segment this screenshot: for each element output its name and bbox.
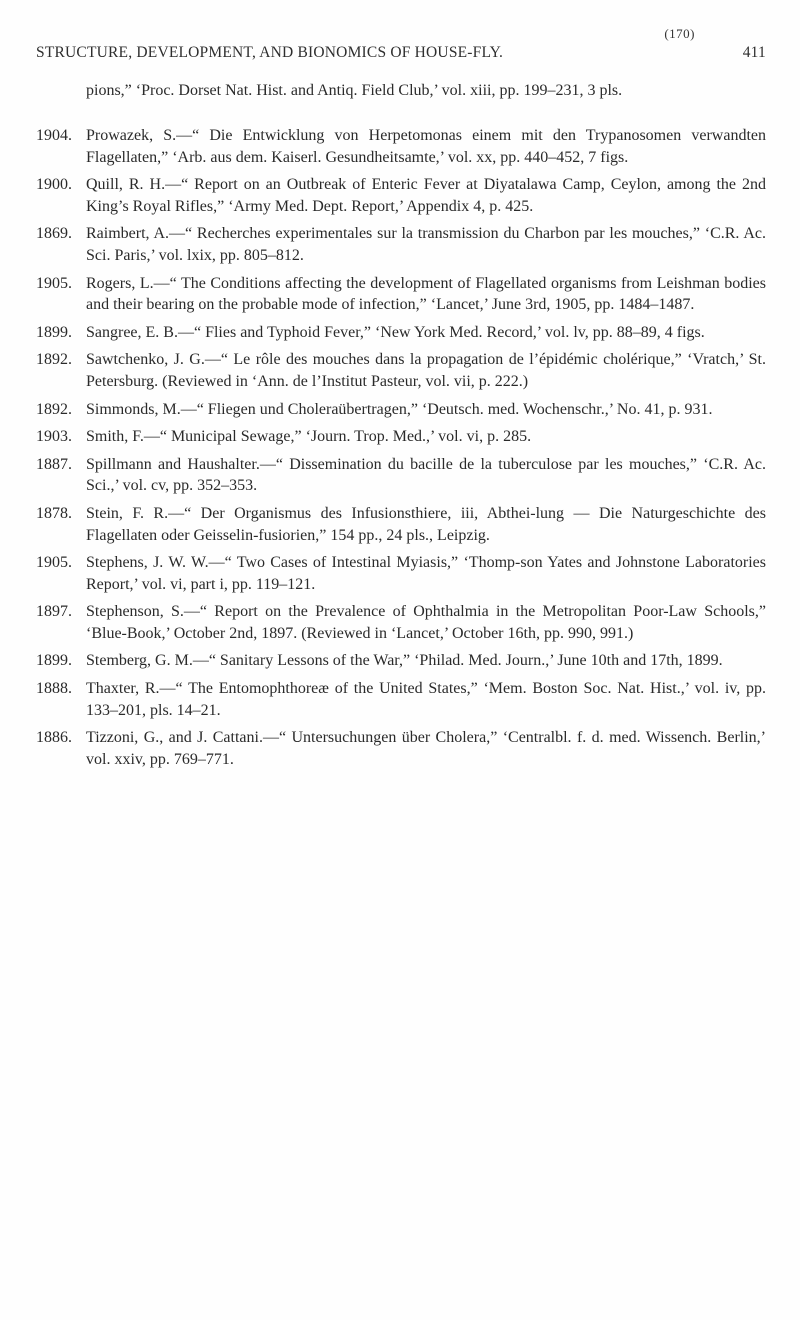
running-title: STRUCTURE, DEVELOPMENT, AND BIONOMICS OF HOUSE-FLY. (36, 44, 504, 61)
reference-year: 1897. (36, 603, 72, 621)
reference-text: Simmonds, M.—“ Fliegen und Choleraübertragen,” ‘Deutsch. med. Wochenschr.,’ No. 41, p. 931. (86, 400, 713, 418)
reference-year: 1892. (36, 351, 72, 369)
reference-text: Stein, F. R.—“ Der Organismus des Infusionsthiere, iii, Abthei-lung — Die Naturgeschichte des Flagellaten oder Geisselin-fusiorien,” 154 pp., 24 pls., Leipzig. (86, 504, 766, 544)
reference-year: 1899. (36, 323, 72, 341)
reference-text: Tizzoni, G., and J. Cattani.—“ Untersuchungen über Cholera,” ‘Centralbl. f. d. med. Wissench. Berlin,’ vol. xxiv, pp. 769–771. (86, 729, 766, 768)
reference-entry (36, 650, 766, 672)
reference-year: 1887. (36, 455, 72, 473)
reference-entry (36, 349, 766, 392)
reference-year: 1878. (36, 504, 72, 522)
reference-text: Sawtchenko, J. G.—“ Le rôle des mouches dans la propagation de l’épidémic cholérique,” ‘Vratch,’ St. Petersburg. (Reviewed in ‘Ann. de l’Institut Pasteur, vol. vii, p. 222.) (86, 351, 766, 390)
reference-text: Stemberg, G. M.—“ Sanitary Lessons of the War,” ‘Philad. Med. Journ.,’ June 10th and 17th, 1899. (86, 652, 723, 670)
reference-text: Quill, R. H.—“ Report on an Outbreak of Enteric Fever at Diyatalawa Camp, Ceylon, among the 2nd King’s Royal Rifles,” ‘Army Med. Dept. Report,’ Appendix 4, p. 425. (86, 176, 766, 215)
reference-entry (36, 174, 766, 217)
reference-text: Spillmann and Haushalter.—“ Dissemination du bacille de la tuberculose par les mouches,” ‘C.R. Ac. Sci.,’ vol. cv, pp. 352–353. (86, 455, 766, 495)
reference-continuation: pions,” ‘Proc. Dorset Nat. Hist. and Antiq. Field Club,’ vol. xiii, pp. 199–231, 3 pls. (86, 82, 623, 99)
reference-year: 1905. (36, 274, 72, 292)
reference-text: Smith, F.—“ Municipal Sewage,” ‘Journ. Trop. Med.,’ vol. vi, p. 285. (86, 428, 532, 446)
reference-entry (36, 426, 766, 448)
reference-year: 1869. (36, 225, 72, 243)
reference-text: Sangree, E. B.—“ Flies and Typhoid Fever,” ‘New York Med. Record,’ vol. lv, pp. 88–89, 4 figs. (86, 323, 705, 341)
reference-entry (36, 223, 766, 266)
reference-text: Rogers, L.—“ The Conditions affecting the development of Flagellated organisms from Leishman bodies and their bearing on the probable mode of infection,” ‘Lancet,’ June 3rd, 1905, pp. 1484–1487. (86, 274, 766, 314)
running-header (36, 44, 766, 62)
reference-entry (36, 601, 766, 644)
reference-entry (36, 273, 766, 316)
reference-text: Prowazek, S.—“ Die Entwicklung von Herpetomonas einem mit den Trypanosomen verwandten Flagellaten,” ‘Arb. aus dem. Kaiserl. Gesundheitsamte,’ vol. xx, pp. 440–452, 7 figs. (86, 127, 766, 166)
reference-entry (36, 322, 766, 344)
reference-entry (36, 678, 766, 721)
reference-year: 1892. (36, 400, 72, 418)
folio-number: (170) (664, 26, 695, 41)
reference-year: 1900. (36, 176, 72, 194)
reference-year: 1905. (36, 554, 72, 572)
reference-year: 1903. (36, 428, 72, 446)
reference-entry (36, 125, 766, 168)
reference-year: 1888. (36, 680, 72, 698)
reference-entry (36, 503, 766, 546)
reference-entry (36, 727, 766, 770)
reference-text: Stephenson, S.—“ Report on the Prevalence of Ophthalmia in the Metropolitan Poor-Law Schools,” ‘Blue-Book,’ October 2nd, 1897. (Reviewed in ‘Lancet,’ October 16th, pp. 990, 991.) (86, 603, 766, 642)
reference-year: 1886. (36, 729, 72, 747)
reference-text: Raimbert, A.—“ Recherches experimentales sur la transmission du Charbon par les mouches,” ‘C.R. Ac. Sci. Paris,’ vol. lxix, pp. 805–812. (86, 225, 766, 264)
reference-text: Stephens, J. W. W.—“ Two Cases of Intestinal Myiasis,” ‘Thomp-son Yates and Johnstone Laboratories Report,’ vol. vi, part i, pp. 119–121. (86, 554, 766, 593)
reference-entry (36, 454, 766, 497)
page-number: 411 (742, 44, 766, 61)
reference-entry (36, 399, 766, 421)
reference-list (36, 125, 766, 776)
reference-entry (36, 552, 766, 595)
reference-text: Thaxter, R.—“ The Entomophthoreæ of the United States,” ‘Mem. Boston Soc. Nat. Hist.,’ vol. iv, pp. 133–201, pls. 14–21. (86, 680, 766, 719)
reference-year: 1904. (36, 127, 72, 144)
reference-year: 1899. (36, 652, 72, 670)
